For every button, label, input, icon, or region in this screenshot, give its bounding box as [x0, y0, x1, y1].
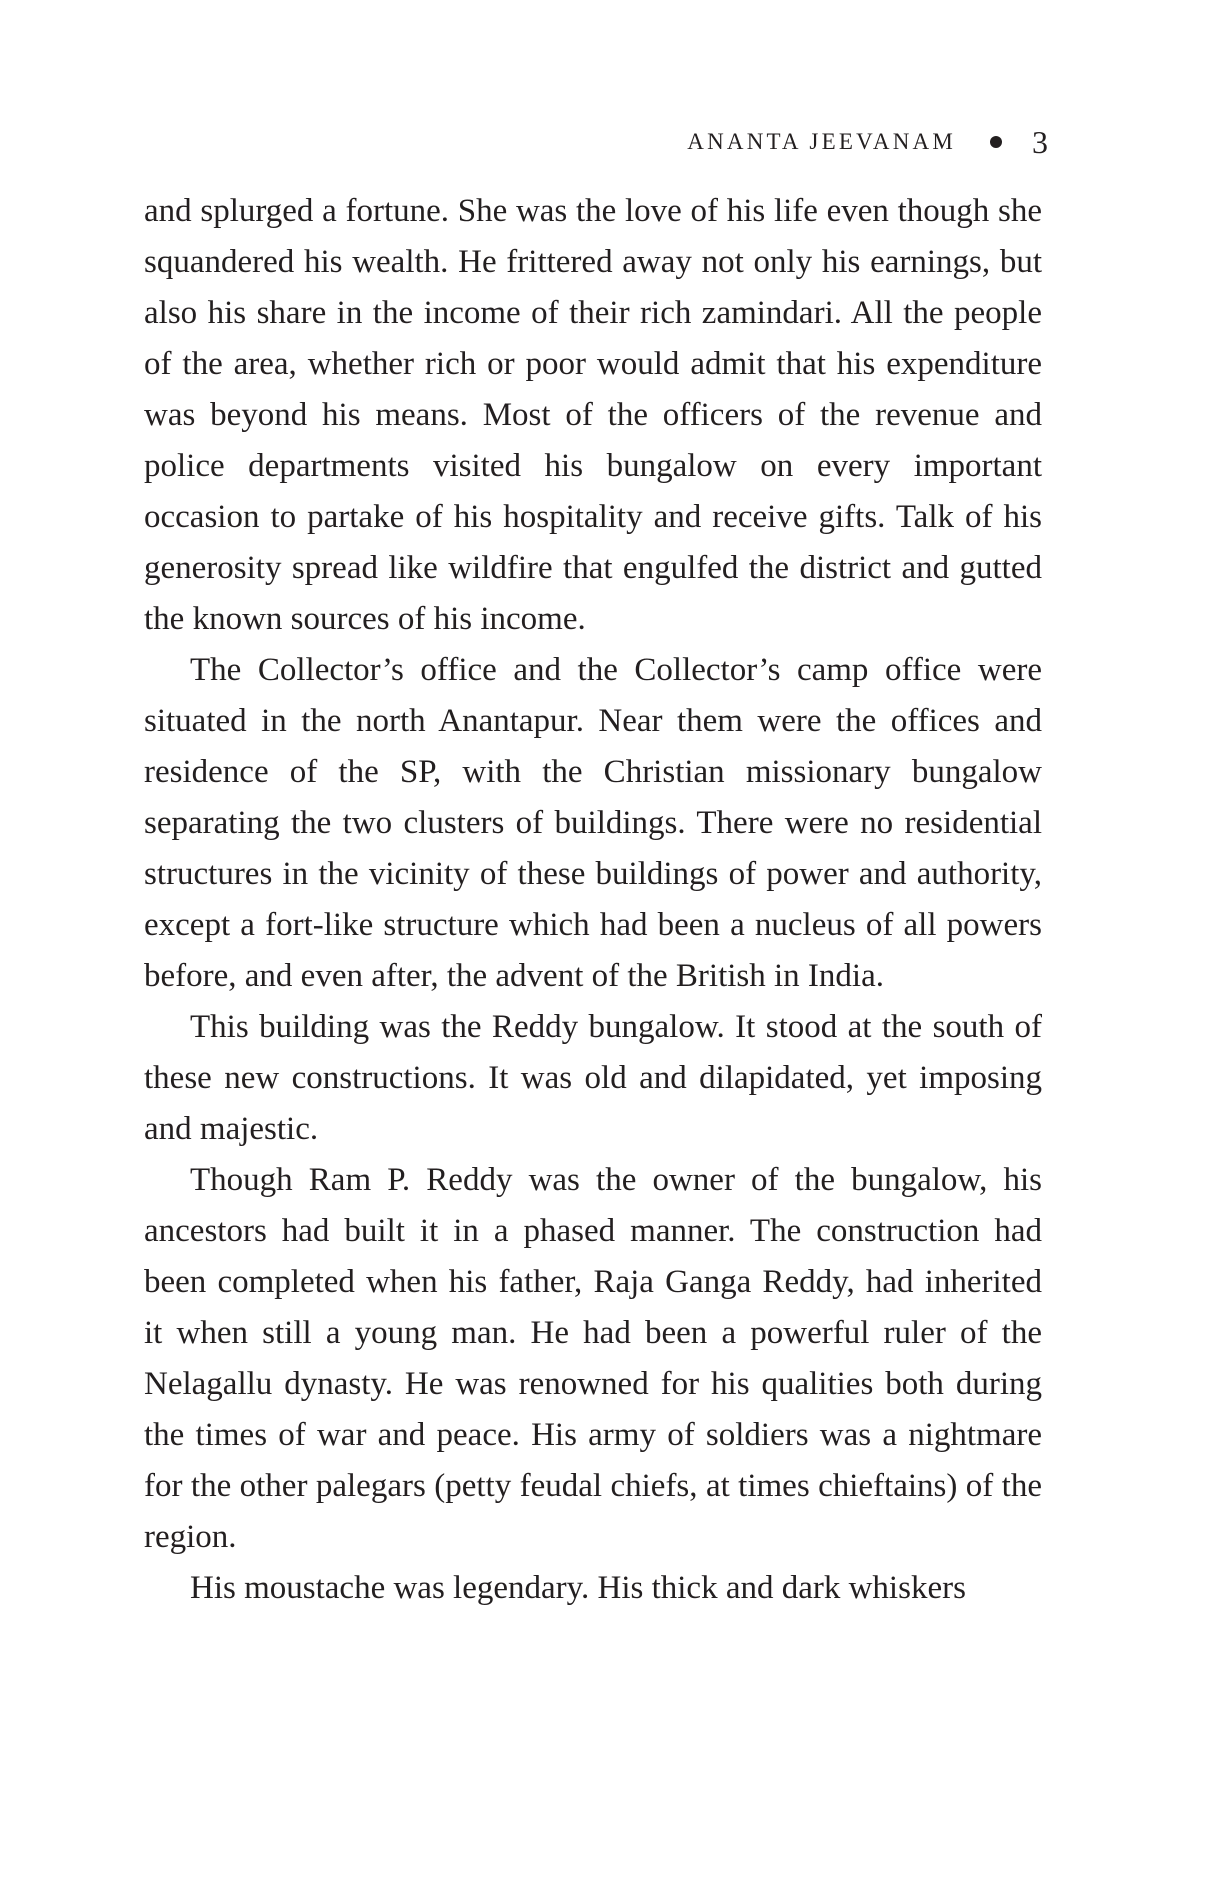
paragraph: The Collector’s office and the Collector’s camp office were situated in the north Anantapur. Near them were the offices and residence of the SP, with the Christian missionary bungalow separating the two clusters of buildings. There were no residential structures in the vicinity of these buildings of power and authority, except a fort-like structure which had been a nucleus of all powers before, and even after, the advent of the British in India. — [144, 652, 1042, 994]
bullet-separator-icon — [990, 136, 1002, 148]
paragraph: His moustache was legendary. His thick and dark whiskers — [190, 1570, 966, 1606]
paragraph: This building was the Reddy bungalow. It stood at the south of these new constructions. It was old and dilapidated, yet imposing and majestic. — [144, 1009, 1042, 1147]
running-header — [687, 122, 1048, 162]
body-text — [144, 186, 1042, 1614]
page-number: 3 — [1032, 124, 1048, 160]
paragraph-continued: and splurged a fortune. She was the love of his life even though she squandered his wealth. He frittered away not only his earnings, but also his share in the income of their rich zamindari. All the people of the area, whether rich or poor would admit that his expenditure was beyond his means. Most of the officers of the revenue and police departments visited his bungalow on every important occasion to partake of his hospitality and receive gifts. Talk of his generosity spread like wildfire that engulfed the district and gutted the known sources of his income. — [144, 193, 1042, 637]
running-title: ANANTA JEEVANAM — [687, 129, 956, 154]
paragraph: Though Ram P. Reddy was the owner of the bungalow, his ancestors had built it in a phased manner. The construction had been completed when his father, Raja Ganga Reddy, had inherited it when still a young man. He had been a powerful ruler of the Nelagallu dynasty. He was renowned for his qualities both during the times of war and peace. His army of soldiers was a nightmare for the other palegars (petty feudal chiefs, at times chieftains) of the region. — [144, 1162, 1042, 1555]
